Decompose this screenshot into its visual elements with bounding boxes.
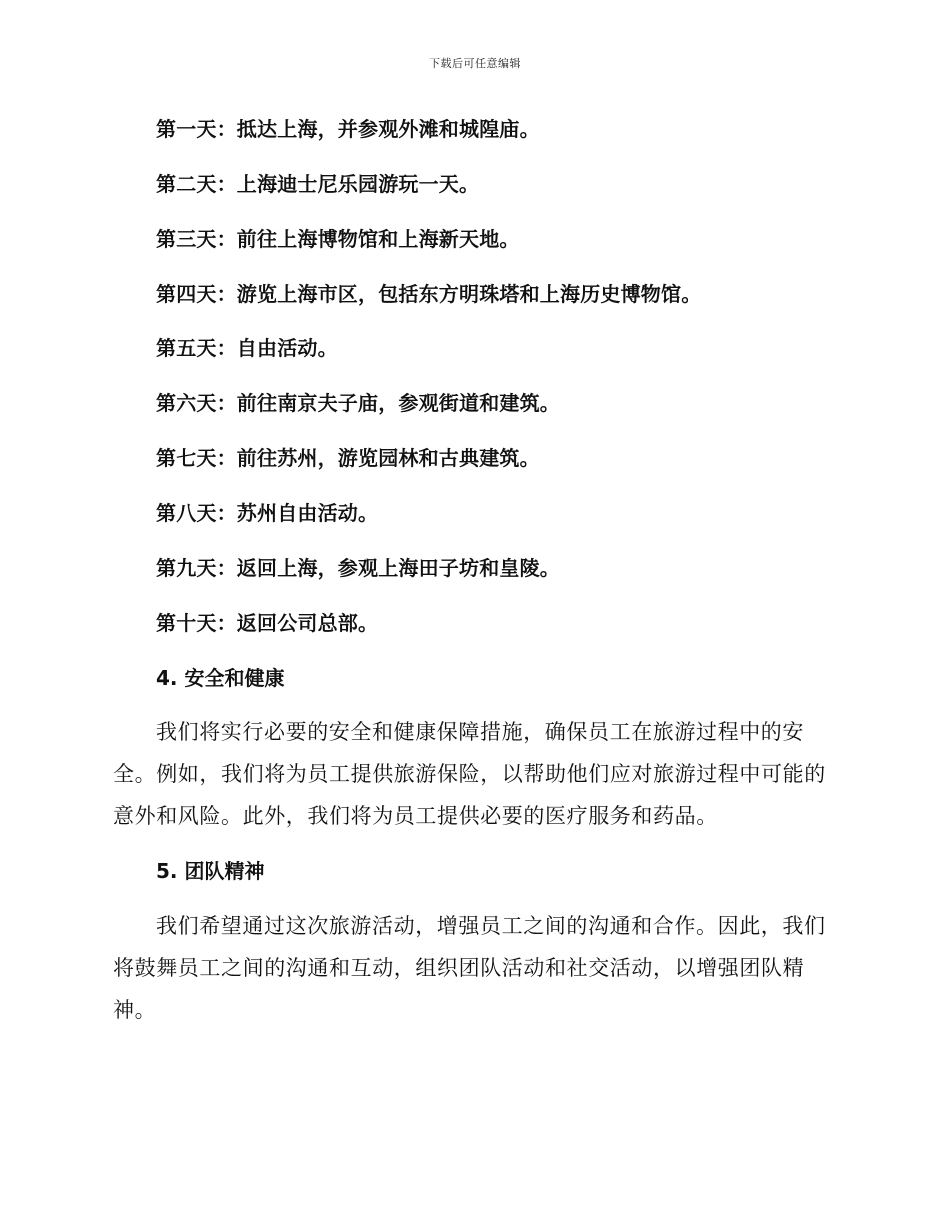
itinerary-day-2: 第二天：上海迪士尼乐园游玩一天。 — [156, 172, 480, 196]
itinerary-day-10: 第十天：返回公司总部。 — [156, 611, 379, 635]
itinerary-day-8: 第八天：苏州自由活动。 — [156, 501, 379, 525]
section-4-title: 4. 安全和健康 — [156, 666, 285, 690]
paragraph-line: 我们希望通过这次旅游活动，增强员工之间的沟通和合作。因此，我们 — [156, 914, 826, 938]
paragraph-line: 将鼓舞员工之间的沟通和互动，组织团队活动和社交活动，以增强团队精 — [113, 956, 805, 980]
paragraph-line: 全。例如，我们将为员工提供旅游保险，以帮助他们应对旅游过程中可能的 — [113, 762, 826, 786]
itinerary-day-9: 第九天：返回上海，参观上海田子坊和皇陵。 — [156, 556, 560, 580]
itinerary-day-3: 第三天：前往上海博物馆和上海新天地。 — [156, 227, 520, 251]
paragraph-line: 意外和风险。此外，我们将为员工提供必要的医疗服务和药品。 — [113, 804, 718, 828]
itinerary-day-6: 第六天：前往南京夫子庙，参观街道和建筑。 — [156, 391, 560, 415]
itinerary-day-7: 第七天：前往苏州，游览园林和古典建筑。 — [156, 446, 540, 470]
itinerary-day-5: 第五天：自由活动。 — [156, 336, 338, 360]
itinerary-day-4: 第四天：游览上海市区，包括东方明珠塔和上海历史博物馆。 — [156, 282, 702, 306]
paragraph-line: 我们将实行必要的安全和健康保障措施，确保员工在旅游过程中的安 — [156, 720, 804, 744]
page-header: 下载后可任意编辑 — [429, 57, 521, 70]
itinerary-day-1: 第一天：抵达上海，并参观外滩和城隍庙。 — [156, 117, 540, 141]
section-5-title: 5. 团队精神 — [156, 859, 265, 883]
paragraph-line: 神。 — [113, 998, 157, 1022]
